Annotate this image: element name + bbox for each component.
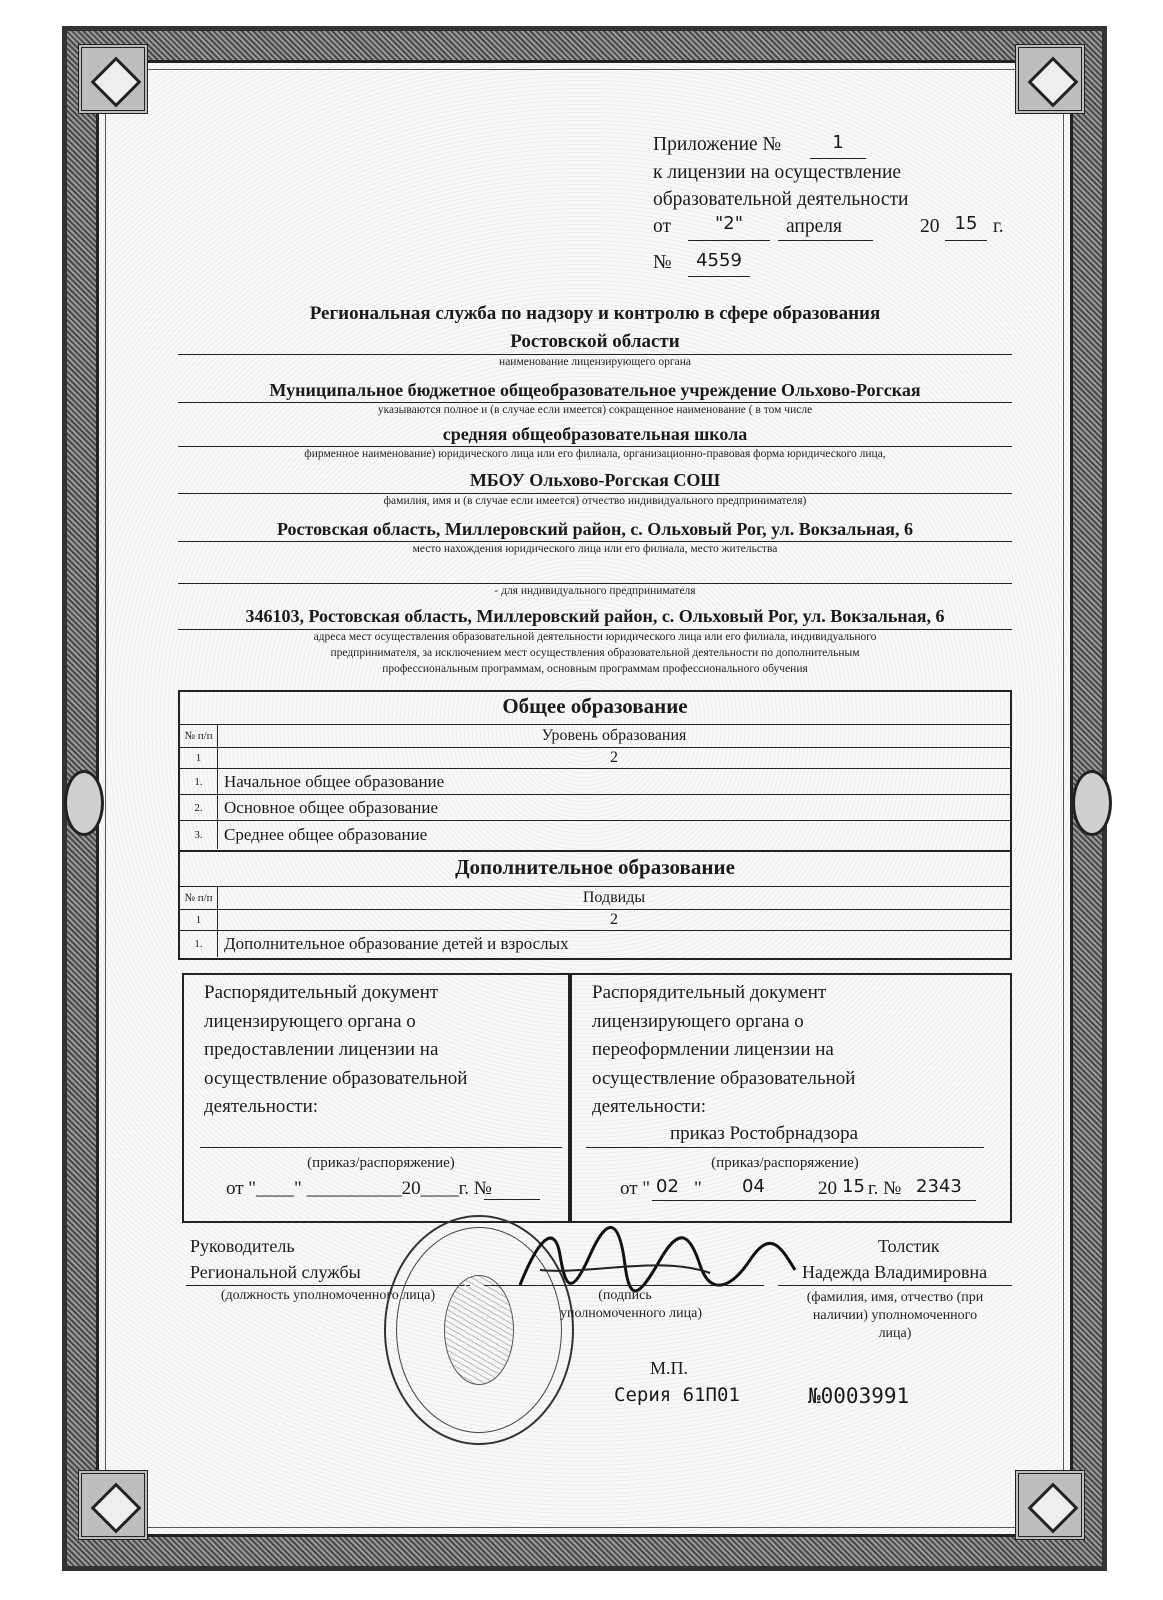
corner-ornament-icon	[1015, 1470, 1085, 1540]
grant-order-text: Распорядительный документ лицензирующего органа о предоставлении лицензии на осуществление образовательной деятельности:	[204, 982, 468, 1117]
name-caption-2: наличии) уполномоченного	[812, 1308, 978, 1323]
order-number: 2343	[916, 1176, 962, 1197]
org-caption-2: фирменное наименование) юридического лица или его филиала, организационно-правовая форма юридического лица,	[304, 448, 886, 460]
table-index-row	[180, 909, 1010, 930]
additional-education-table	[178, 852, 1012, 960]
row-number: 3.	[180, 821, 218, 849]
form-series: Серия 61П01	[614, 1384, 740, 1406]
org-caption-3: фамилия, имя и (в случае если имеется) отчество индивидуального предпринимателя)	[383, 495, 807, 507]
number-label: №	[653, 252, 672, 273]
corner-ornament-icon	[78, 44, 148, 114]
col-index-1: 1	[180, 748, 218, 768]
authority-line-1: Региональная служба по надзору и контролю в сфере образования	[309, 303, 881, 324]
reissue-order-name: приказ Ростобрнадзора	[670, 1123, 859, 1144]
signature-caption-2: уполномоченного лица)	[560, 1306, 702, 1321]
corner-ornament-icon	[78, 1470, 148, 1540]
reissue-order-box	[570, 973, 1012, 1223]
name-caption-1: (фамилия, имя, отчество (при	[806, 1290, 984, 1305]
row-value: Основное общее образование	[224, 798, 439, 817]
license-number: 4559	[696, 250, 742, 271]
date-year-suffix: 15	[954, 213, 978, 234]
reissue-order-caption: (приказ/распоряжение)	[711, 1155, 859, 1171]
side-ornament-icon	[1072, 770, 1112, 836]
org-caption-5: - для индивидуального предпринимателя	[494, 585, 696, 597]
col-index-2: 2	[610, 911, 618, 928]
date-prefix: от "	[620, 1178, 651, 1199]
org-full-name-1: Муниципальное бюджетное общеобразовательное учреждение Ольхово-Рогская	[269, 380, 921, 400]
row-value: Среднее общее образование	[224, 825, 428, 844]
org-short-name: МБОУ Ольхово-Рогская СОШ	[469, 470, 721, 490]
org-caption-4: место нахождения юридического лица или его филиала, место жительства	[412, 543, 778, 555]
position-line-2: Региональной службы	[190, 1262, 361, 1282]
date-unit: г. №	[868, 1178, 902, 1199]
row-value: Начальное общее образование	[224, 772, 445, 791]
general-education-table	[178, 690, 1012, 852]
license-line-1: к лицензии на осуществление	[653, 162, 902, 183]
col-index-2: 2	[610, 749, 618, 766]
table-header-row	[180, 724, 1010, 747]
date-quote: "	[694, 1178, 702, 1199]
col-level-header: Уровень образования	[541, 727, 687, 744]
grant-order-box	[182, 973, 570, 1223]
date-year-prefix: 20	[818, 1178, 837, 1199]
corner-ornament-icon	[1015, 44, 1085, 114]
row-number: 2.	[180, 795, 218, 821]
side-ornament-icon	[64, 770, 104, 836]
date-day: 02	[656, 1176, 679, 1197]
row-number: 1.	[180, 931, 218, 957]
additional-education-title: Дополнительное образование	[455, 855, 735, 879]
authority-line-2: Ростовской области	[510, 331, 680, 352]
seal-label: М.П.	[650, 1358, 689, 1378]
table-index-row	[180, 747, 1010, 768]
col-subtype-header: Подвиды	[582, 889, 646, 906]
org-location: Ростовская область, Миллеровский район, с. Ольховый Рог, ул. Вокзальная, 6	[276, 519, 914, 539]
date-month: 04	[742, 1176, 765, 1197]
org-caption-6-2: предпринимателя, за исключением мест осуществления образовательной деятельности по дополнительным	[330, 647, 860, 659]
org-address: 346103, Ростовская область, Миллеровский район, с. Ольховый Рог, ул. Вокзальная, 6	[245, 606, 945, 626]
table-header-row	[180, 886, 1010, 909]
authority-caption: наименование лицензирующего органа	[499, 356, 691, 368]
date-day: "2"	[714, 213, 743, 234]
name-caption-3: лица)	[878, 1326, 912, 1341]
reissue-order-text: Распорядительный документ лицензирующего органа о переоформлении лицензии на осуществление образовательной деятельности:	[592, 982, 856, 1117]
appendix-number: 1	[832, 132, 844, 153]
org-caption-6-3: профессиональным программам, основным программам профессионального обучения	[382, 663, 808, 675]
table-row	[180, 820, 1010, 849]
signature-caption-1: (подпись	[598, 1288, 652, 1303]
org-caption-6-1: адреса мест осуществления образовательной деятельности юридического лица или его филиала, индивидуального	[313, 631, 877, 643]
license-line-2: образовательной деятельности	[653, 189, 909, 210]
date-prefix: от	[653, 216, 672, 237]
official-surname: Толстик	[878, 1236, 940, 1256]
grant-order-date: от "____" __________20____г. №	[226, 1178, 492, 1199]
table-row	[180, 794, 1010, 821]
date-year-suffix: 15	[842, 1176, 865, 1197]
org-full-name-2: средняя общеобразовательная школа	[442, 424, 748, 444]
appendix-label: Приложение №	[653, 134, 782, 155]
col-index-1: 1	[180, 910, 218, 930]
general-education-title: Общее образование	[502, 694, 688, 718]
grant-order-caption: (приказ/распоряжение)	[307, 1155, 455, 1171]
table-row	[180, 930, 1010, 957]
row-value: Дополнительное образование детей и взрослых	[224, 934, 569, 953]
form-number: №0003991	[808, 1384, 910, 1408]
row-number: 1.	[180, 769, 218, 795]
official-given-names: Надежда Владимировна	[802, 1262, 988, 1282]
org-caption-1: указываются полное и (в случае если имеется) сокращенное наименование ( в том числе	[377, 404, 813, 416]
date-year-unit: г.	[993, 216, 1004, 237]
position-caption: (должность уполномоченного лица)	[220, 1288, 436, 1303]
position-line-1: Руководитель	[190, 1236, 295, 1256]
date-month: апреля	[786, 216, 842, 237]
table-row	[180, 768, 1010, 795]
col-num-header: № п/п	[180, 887, 218, 909]
col-num-header: № п/п	[180, 725, 218, 747]
date-year-prefix: 20	[920, 216, 940, 237]
